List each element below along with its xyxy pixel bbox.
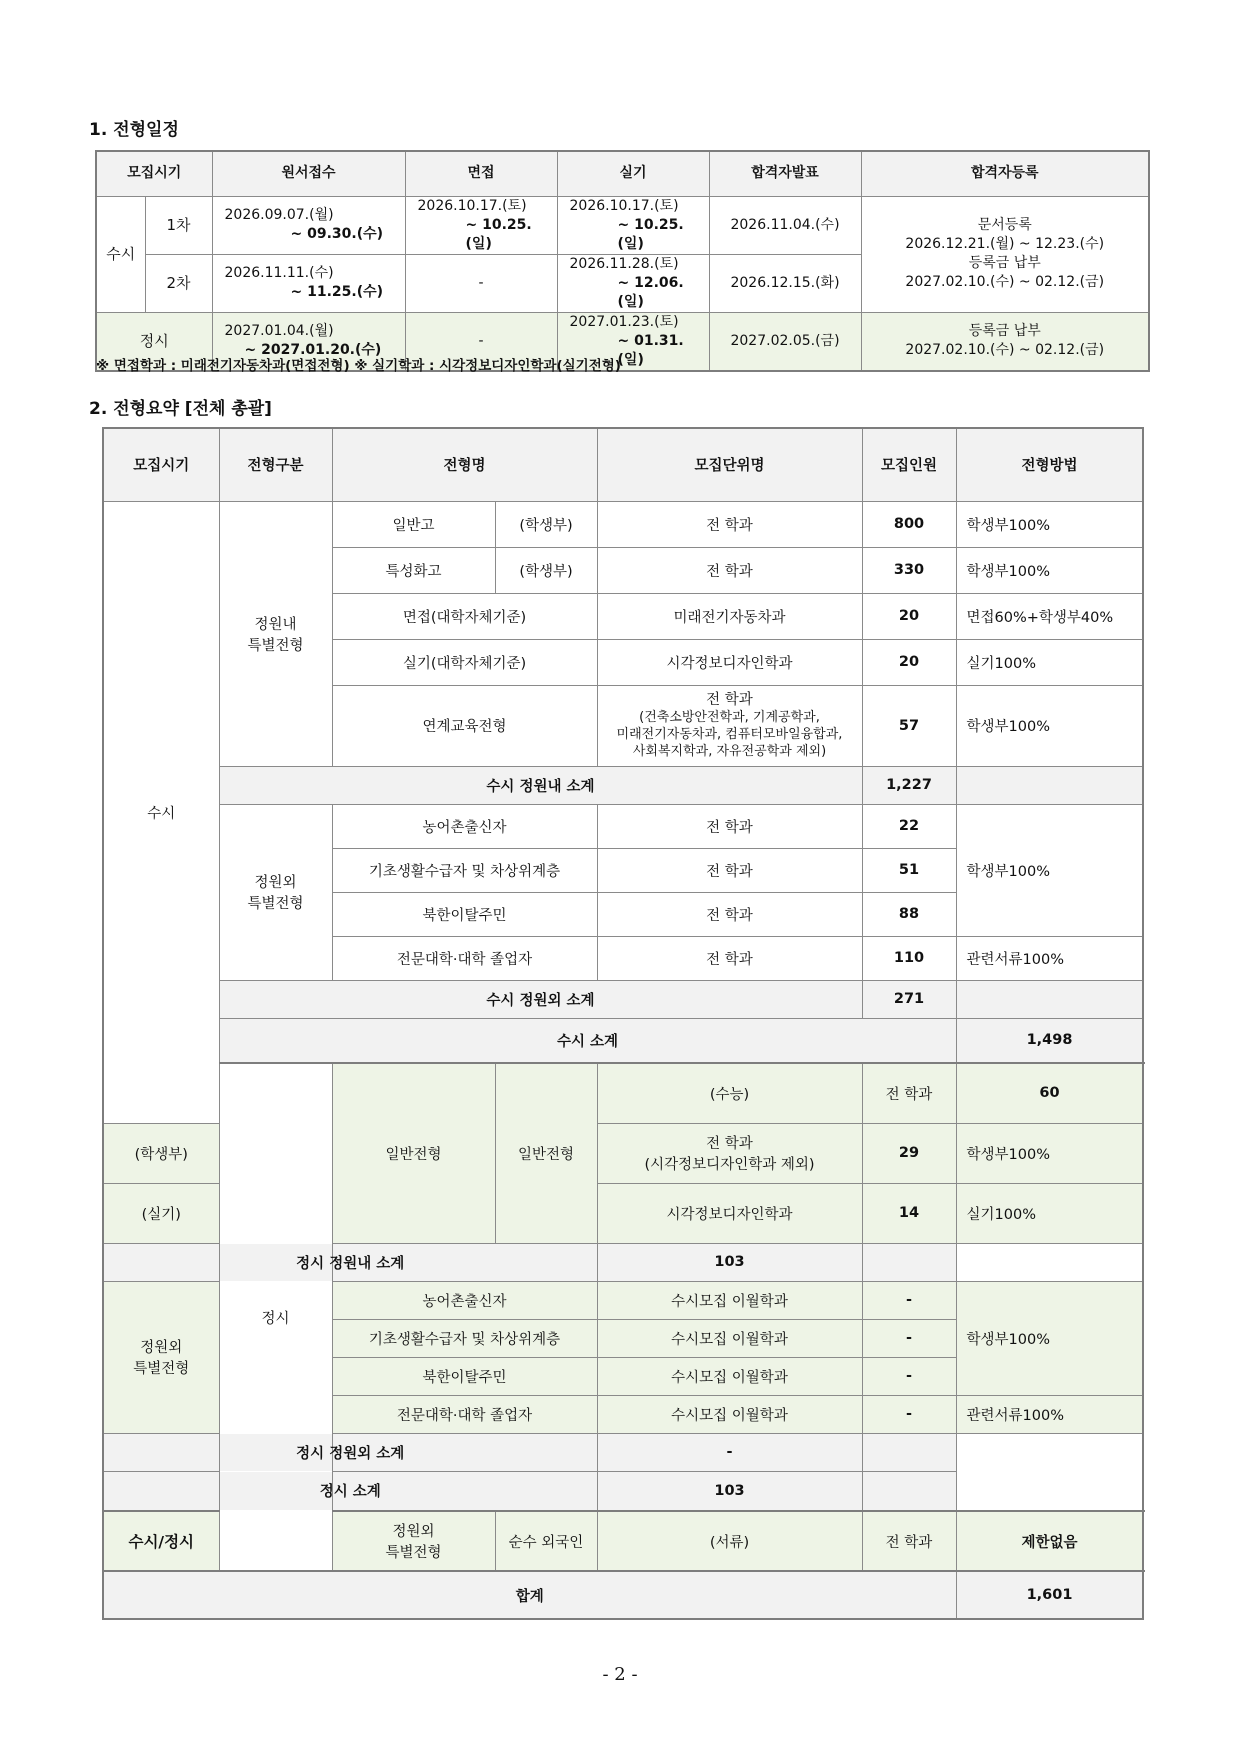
sum-subtotal-count: 1,227	[862, 766, 956, 804]
sched-cell: 2027.01.04.(월) ~ 2027.01.20.(수)	[212, 312, 405, 371]
sum-method: 학생부100%	[956, 1281, 1143, 1395]
sum-unit: 수시모집 이월학과	[597, 1357, 862, 1395]
sum-empty	[862, 1243, 956, 1281]
sum-method: 실기100%	[956, 639, 1143, 685]
sum-period-susi: 수시	[103, 501, 219, 1123]
sched-cell: 2026.11.11.(수) ~ 11.25.(수)	[212, 254, 405, 312]
sum-unit: 전 학과	[597, 892, 862, 936]
sum-unit: 전 학과	[597, 501, 862, 547]
sum-total-label: 수시 소계	[219, 1018, 956, 1063]
sum-unit: 전 학과	[862, 1511, 956, 1571]
sum-method: 관련서류100%	[956, 936, 1143, 980]
sum-unit: 수시모집 이월학과	[597, 1395, 862, 1433]
sum-type-general: 일반전형	[332, 1063, 495, 1243]
sum-count: -	[862, 1395, 956, 1433]
sum-total-count: 103	[597, 1471, 862, 1511]
sum-header: 모집인원	[862, 428, 956, 501]
sum-count: -	[862, 1281, 956, 1319]
sum-method: 학생부100%	[956, 685, 1143, 766]
sum-count: 29	[862, 1123, 956, 1183]
sched-header: 모집시기	[96, 151, 212, 196]
sum-method: 학생부100%	[956, 501, 1143, 547]
sched-cell: 2026.10.17.(토) ~ 10.25.(일)	[557, 196, 709, 254]
sum-header: 전형방법	[956, 428, 1143, 501]
sched-cell: 2026.12.15.(화)	[709, 254, 861, 312]
sum-name: 기초생활수급자 및 차상위계층	[332, 1319, 597, 1357]
sum-count: 22	[862, 804, 956, 848]
sum-name: 전문대학·대학 졸업자	[332, 1395, 597, 1433]
sum-unit: 전 학과	[597, 936, 862, 980]
sched-cell: 2026.09.07.(월) ~ 09.30.(수)	[212, 196, 405, 254]
schedule-table	[95, 150, 1150, 372]
section2-title: 2. 전형요약 [전체 총괄]	[89, 399, 272, 419]
sum-count: 330	[862, 547, 956, 593]
sum-sub: (실기)	[103, 1183, 219, 1243]
sum-method: 면접60%+학생부40%	[956, 593, 1143, 639]
sum-unit: 시각정보디자인학과	[597, 639, 862, 685]
sum-unit: 전 학과	[862, 1063, 956, 1123]
sum-empty	[956, 980, 1143, 1018]
sum-name: 전문대학·대학 졸업자	[332, 936, 597, 980]
sum-name: 농어촌출신자	[332, 1281, 597, 1319]
sched-cell: 2026.11.28.(토) ~ 12.06.(일)	[557, 254, 709, 312]
sum-sub: (수능)	[597, 1063, 862, 1123]
sum-unit: 미래전기자동차과	[597, 593, 862, 639]
sched-cell: 2027.01.23.(토) ~ 01.31.(일)	[557, 312, 709, 371]
sum-method: 관련서류100%	[956, 1395, 1143, 1433]
sum-count: 20	[862, 593, 956, 639]
sum-unit: 전 학과	[597, 547, 862, 593]
sum-subtotal-label: 수시 정원내 소계	[219, 766, 862, 804]
sum-period-jeongsi: 정시	[219, 1063, 332, 1571]
sum-grand-total-label: 합계	[103, 1571, 956, 1619]
sum-subtotal-label: 정시 정원외 소계	[103, 1433, 597, 1471]
sum-count: 88	[862, 892, 956, 936]
sum-count: 14	[862, 1183, 956, 1243]
sum-empty	[862, 1433, 956, 1471]
sum-subtotal-label: 정시 정원내 소계	[103, 1243, 597, 1281]
sched-header: 합격자발표	[709, 151, 861, 196]
sum-method: 실기100%	[956, 1183, 1143, 1243]
sum-name: 특성화고	[332, 547, 495, 593]
sum-name: 일반전형	[495, 1063, 597, 1243]
sum-unit: 전 학과 (시각정보디자인학과 제외)	[597, 1123, 862, 1183]
sum-sub: (학생부)	[103, 1123, 219, 1183]
sum-sub: (학생부)	[495, 547, 597, 593]
sched-header: 원서접수	[212, 151, 405, 196]
sum-unit: 전 학과	[597, 804, 862, 848]
sum-count: -	[862, 1319, 956, 1357]
sum-unit: 전 학과	[597, 848, 862, 892]
sched-cell: 등록금 납부 2027.02.10.(수) ~ 02.12.(금)	[861, 312, 1149, 371]
sched-cell: 2026.11.04.(수)	[709, 196, 861, 254]
sum-count: 800	[862, 501, 956, 547]
sched-jeongsi-label: 정시	[96, 312, 212, 371]
sum-unit: 수시모집 이월학과	[597, 1319, 862, 1357]
sum-unit: 시각정보디자인학과	[597, 1183, 862, 1243]
sum-total-label: 정시 소계	[103, 1471, 597, 1511]
sched-susi-label: 수시	[96, 196, 145, 312]
sum-header: 전형명	[332, 428, 597, 501]
sum-subtotal-count: 271	[862, 980, 956, 1018]
sum-type-out-quota: 정원외 특별전형	[219, 804, 332, 980]
sum-unit: 전 학과 (건축소방안전학과, 기계공학과, 미래전기자동차과, 컴퓨터모바일융합과, 사회복지학과, 자유전공학과 제외)	[597, 685, 862, 766]
sched-susi-registration: 문서등록 2026.12.21.(월) ~ 12.23.(수) 등록금 납부 2027.02.10.(수) ~ 02.12.(금)	[861, 196, 1149, 312]
sum-count: -	[862, 1357, 956, 1395]
sum-name: 북한이탈주민	[332, 1357, 597, 1395]
sum-empty	[956, 766, 1143, 804]
sum-name: 연계교육전형	[332, 685, 597, 766]
sum-unit: 수시모집 이월학과	[597, 1281, 862, 1319]
sched-cell: 2026.10.17.(토) ~ 10.25.(일)	[405, 196, 557, 254]
sched-header: 면접	[405, 151, 557, 196]
sched-round-label: 2차	[145, 254, 212, 312]
sum-subtotal-label: 수시 정원외 소계	[219, 980, 862, 1018]
page-number: - 2 -	[602, 1664, 638, 1685]
sum-count: 57	[862, 685, 956, 766]
sum-header: 모집단위명	[597, 428, 862, 501]
sum-total-count: 1,498	[956, 1018, 1143, 1063]
sum-count: 제한없음	[956, 1511, 1143, 1571]
sum-period-both: 수시/정시	[103, 1511, 219, 1571]
sum-name: 일반고	[332, 501, 495, 547]
sum-type-in-quota: 정원내 특별전형	[219, 501, 332, 766]
sched-header: 실기	[557, 151, 709, 196]
summary-table	[102, 427, 1144, 1620]
sum-sub: (학생부)	[495, 501, 597, 547]
sum-count: 110	[862, 936, 956, 980]
sum-count: 51	[862, 848, 956, 892]
sum-method: 학생부100%	[956, 804, 1143, 936]
sum-grand-total-count: 1,601	[956, 1571, 1143, 1619]
sum-count: 60	[956, 1063, 1143, 1123]
sched-cell: -	[405, 312, 557, 371]
sum-name: 실기(대학자체기준)	[332, 639, 597, 685]
sum-name: 순수 외국인	[495, 1511, 597, 1571]
sum-type-out-quota: 정원외 특별전형	[332, 1511, 495, 1571]
note-text: ※ 면접학과 : 미래전기자동차과(면접전형) ※ 실기학과 : 시각정보디자인학과(실기전형)	[96, 358, 621, 374]
sum-header: 모집시기	[103, 428, 219, 501]
sum-subtotal-count: -	[597, 1433, 862, 1471]
sum-method: 학생부100%	[956, 1123, 1143, 1183]
sum-name: 북한이탈주민	[332, 892, 597, 936]
sum-type-out-quota: 정원외 특별전형	[103, 1281, 219, 1433]
sum-name: 농어촌출신자	[332, 804, 597, 848]
sched-header: 합격자등록	[861, 151, 1149, 196]
sum-name: 면접(대학자체기준)	[332, 593, 597, 639]
sum-count: 20	[862, 639, 956, 685]
section1-title: 1. 전형일정	[89, 120, 179, 140]
sched-round-label: 1차	[145, 196, 212, 254]
sum-name: 기초생활수급자 및 차상위계층	[332, 848, 597, 892]
sched-cell: -	[405, 254, 557, 312]
sum-subtotal-count: 103	[597, 1243, 862, 1281]
sum-method: 학생부100%	[956, 547, 1143, 593]
sum-empty	[862, 1471, 956, 1511]
sum-header: 전형구분	[219, 428, 332, 501]
sum-sub: (서류)	[597, 1511, 862, 1571]
sched-cell: 2027.02.05.(금)	[709, 312, 861, 371]
